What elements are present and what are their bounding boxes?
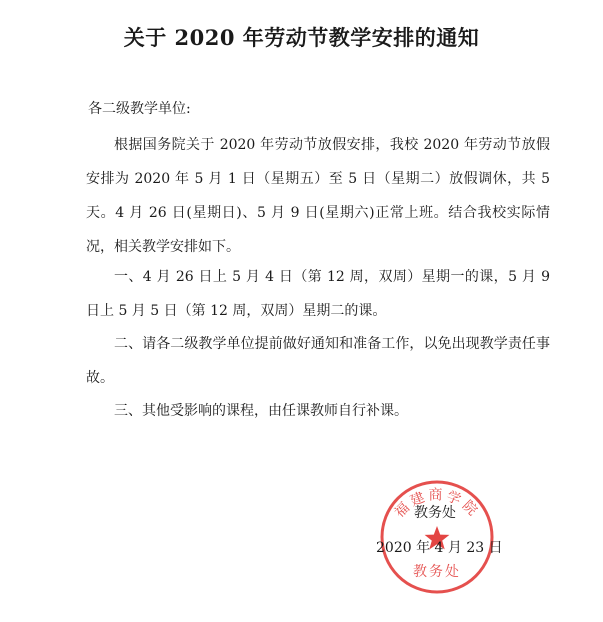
- salutation: 各二级教学单位:: [88, 101, 191, 117]
- paragraph-item-3: 三、其他受影响的课程，由任课教师自行补课。: [114, 403, 408, 419]
- paragraph-item-1: 一、4 月 26 日上 5 月 4 日（第 12 周，双周）星期一的课，5 月 9 日上 5 月 5 日（第 12 周，双周）星期二的课。: [86, 269, 550, 319]
- svg-text:教务处: 教务处: [413, 564, 461, 580]
- page-title: 关于 2020 年劳动节教学安排的通知: [123, 25, 480, 50]
- paragraph-item-2: 二、请各二级教学单位提前做好通知和准备工作，以免出现教学责任事故。: [86, 336, 550, 386]
- signature: 教务处: [414, 505, 456, 521]
- svg-text:福建商学院: 福建商学院: [391, 487, 483, 521]
- issue-date: 2020 年 4 月 23 日: [376, 540, 503, 556]
- paragraph-intro: 根据国务院关于 2020 年劳动节放假安排，我校 2020 年劳动节放假安排为 2020 年 5 月 1 日（星期五）至 5 日（星期二）放假调休，共 5 天。4 月 26 日(星期日)、5 月 9 日(星期六)正常上班。结合我校实际情况，相关教学安排如下。: [86, 137, 550, 255]
